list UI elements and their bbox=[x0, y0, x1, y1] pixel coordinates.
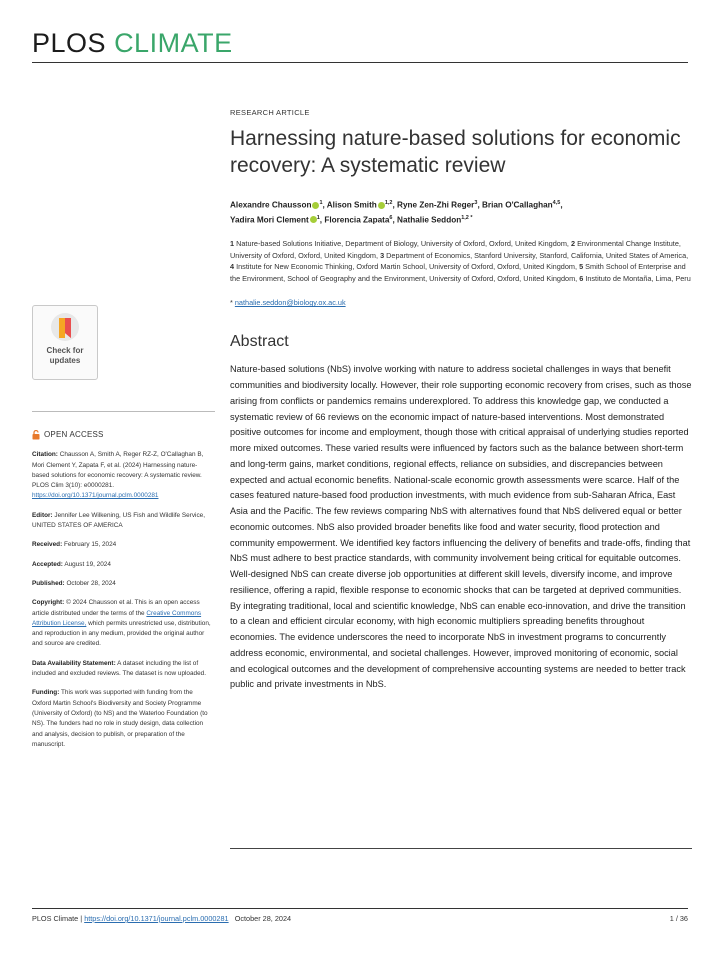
article-info bbox=[32, 430, 212, 759]
affil-number: 3 bbox=[380, 250, 385, 260]
funding-label: Funding: bbox=[32, 689, 60, 697]
affil-number: 6 bbox=[579, 273, 584, 283]
copyright bbox=[32, 598, 212, 649]
editor bbox=[32, 511, 212, 532]
author-list: Alexandre Chausson $^1$, Alison Smith $^{1,2}$, Ryne Zen-Zhi Reger$^3$, Brian O'Callaghan$^{4,5}$, Yadira Mori Clement $^1$, Florencia Zapata$^6$, Nathalie Seddon$^{1,2 *}$ bbox=[230, 200, 563, 225]
author-name[interactable]: Florencia Zapata bbox=[324, 215, 390, 225]
header-divider bbox=[32, 62, 688, 63]
affil-text: Smith School of Enterprise and the Environment, School of Geography and the Environment, University of Oxford, Oxford, United Kingdom, bbox=[230, 262, 686, 283]
abstract-body: Nature-based solutions (NbS) involve working with nature to address societal challenges in ways that benefit communities and biodiversity locally. However, their role supporting economic recovery from crises, such as those arising from conflicts or pandemics remains underexplored. To address this knowledge gap, we conducted a systematic review of 66 reviews on the economic impact of nature-based interventions. Most demonstrated positive outcomes for income and employment, though those with critical appraisal of underlying studies reported more mixed outcomes. These varied results were influenced by factors such as the balance between short-term and long-term gains, market conditions, regional effects, reliance on subsidies, and discrepancies between expected and actual economic benefits. National-scale economic growth assessments were scarce. Half of the cases featured nature-based food production investments, with much evidence from sub-Saharan Africa, East Asia and the Pacific. The few reviews comparing NbS with alternatives found that NbS delivered equal or better economic outcomes. NbS also provided broader benefits like food and water security, flood protection and community empowerment. We identified key factors influencing the delivery of benefits and trade-offs, finding that NbS must adhere to best practice standards, with community involvement being critical for equitable outcomes. Well-designed NbS can create diverse job opportunities at different skill levels, diversify income, and improve resilience, offering a rapid, flexible response to economic shocks that can be targeted at deprived communities. By integrating traditional, local and scientific knowledge, NbS can enable eco-innovation, and drive the transition to a clean and efficient circular economy, with high economic multipliers spreading benefits throughout economies. The evidence underscores the need to incorporate NbS in investment programs to concurrently address economic, environmental, and societal challenges. However, improved monitoring of economic, social and ecological outcomes and the development of comprehensive accounting systems are needed to better track public and private investments in NbS. bbox=[230, 364, 692, 690]
orcid-icon[interactable] bbox=[310, 216, 317, 223]
received-date bbox=[32, 540, 212, 550]
copyright-text-2: which permits unrestricted use, distribution, and reproduction in any medium, provided the original author and source are credited. bbox=[32, 619, 211, 648]
bookmark-icon bbox=[50, 312, 80, 344]
open-access-text: OPEN ACCESS bbox=[44, 430, 104, 439]
citation-doi-link[interactable]: https://doi.org/10.1371/journal.pclm.0000281 bbox=[32, 492, 159, 500]
abstract-divider bbox=[230, 848, 692, 849]
data-availability bbox=[32, 659, 212, 680]
abstract-heading: Abstract bbox=[230, 333, 289, 351]
sidebar bbox=[32, 305, 215, 380]
affil-text: Institute for New Economic Thinking, Oxford Martin School, University of Oxford, Oxford, United Kingdom, bbox=[236, 262, 578, 272]
author-name[interactable]: Alison Smith bbox=[326, 200, 377, 210]
affil-text: Instituto de Montaña, Lima, Peru bbox=[585, 273, 691, 283]
published-date bbox=[32, 579, 212, 589]
author-name[interactable]: Yadira Mori Clement bbox=[230, 215, 309, 225]
affil-number: 4 bbox=[230, 262, 235, 272]
open-lock-icon bbox=[32, 430, 40, 440]
page-number: 1 / 36 bbox=[669, 914, 688, 923]
author-name[interactable]: Ryne Zen-Zhi Reger bbox=[397, 200, 475, 210]
license-link[interactable]: Creative Commons Attribution License, bbox=[32, 609, 202, 627]
sidebar-divider bbox=[32, 411, 215, 412]
author-name[interactable]: Nathalie Seddon bbox=[397, 215, 462, 225]
author-affil: 1 bbox=[316, 214, 320, 221]
page-footer bbox=[32, 914, 688, 923]
citation-label: Citation: bbox=[32, 451, 58, 459]
affil-text: Environmental Change Institute, University of Oxford, Oxford, United Kingdom, bbox=[230, 239, 681, 260]
affil-number: 5 bbox=[579, 262, 584, 272]
affil-number: 2 bbox=[570, 239, 576, 249]
received-label: Received: bbox=[32, 541, 63, 549]
orcid-icon[interactable] bbox=[378, 202, 385, 209]
received-text: February 15, 2024 bbox=[63, 541, 117, 549]
funding-text: This work was supported with funding from the Oxford Martin School's Biodiversity and Society Programme (University of Oxford) (to NS) and the Waterloo Foundation (to NS). The funders had no role in study design, data collection and analysis, decision to publish, or preparation of the manuscript. bbox=[32, 689, 208, 748]
check-updates-label: Check for bbox=[46, 346, 84, 355]
author-affil: 4,5 bbox=[552, 200, 561, 206]
funding bbox=[32, 688, 212, 750]
email-link[interactable]: nathalie.seddon@biology.ox.ac.uk bbox=[234, 298, 346, 308]
author-affil: 1 bbox=[319, 200, 323, 206]
article-type: RESEARCH ARTICLE bbox=[230, 108, 310, 117]
article-title: Harnessing nature-based solutions for economic recovery: A systematic review bbox=[230, 127, 681, 177]
footer-date: October 28, 2024 bbox=[234, 914, 292, 923]
footer-divider bbox=[32, 908, 688, 909]
accepted-label: Accepted: bbox=[32, 560, 63, 568]
data-availability-text: A dataset including the list of included and excluded reviews. The dataset is now uploaded. bbox=[32, 659, 206, 678]
editor-text: Jennifer Lee Wilkening, US Fish and Wildlife Service, UNITED STATES OF AMERICA bbox=[32, 511, 205, 530]
corresponding-email bbox=[230, 298, 692, 307]
author-affil: 1,2 bbox=[384, 200, 393, 206]
citation bbox=[32, 450, 212, 501]
check-updates-label-2: updates bbox=[49, 355, 81, 365]
citation-text: Chausson A, Smith A, Reger RZ-Z, O'Callaghan B, Mori Clement Y, Zapata F, et al. (2024) Harnessing nature-based solutions for economic recovery: A systematic review. PLOS Clim 3(10): e0000281. bbox=[32, 451, 204, 490]
corresponding-star: * bbox=[230, 298, 233, 308]
accepted-text: August 19, 2024 bbox=[64, 560, 111, 568]
footer-doi-link[interactable]: https://doi.org/10.1371/journal.pclm.0000281 bbox=[84, 914, 229, 923]
affil-number: 1 bbox=[230, 239, 235, 249]
published-label: Published: bbox=[32, 579, 65, 587]
author-affil: 6 bbox=[389, 214, 393, 221]
accepted-date bbox=[32, 560, 212, 570]
footer-journal: PLOS Climate | bbox=[32, 914, 83, 923]
affiliations bbox=[230, 238, 692, 284]
author-affil: 3 bbox=[474, 200, 478, 206]
data-availability-label: Data Availability Statement: bbox=[32, 659, 116, 667]
author-name[interactable]: Alexandre Chausson bbox=[230, 200, 312, 210]
editor-label: Editor: bbox=[32, 511, 53, 519]
copyright-label: Copyright: bbox=[32, 599, 65, 607]
journal-name-plos: PLOS bbox=[32, 28, 107, 58]
journal-name-climate: CLIMATE bbox=[114, 28, 233, 58]
open-access-label bbox=[32, 430, 212, 440]
check-for-updates-badge[interactable] bbox=[32, 305, 98, 380]
copyright-text: © 2024 Chausson et al. This is an open access article distributed under the terms of the bbox=[32, 599, 200, 617]
affil-text: Nature-based Solutions Initiative, Department of Biology, University of Oxford, Oxford, United Kingdom, bbox=[236, 239, 569, 249]
author-name[interactable]: Brian O'Callaghan bbox=[482, 200, 553, 210]
published-text: October 28, 2024 bbox=[66, 579, 116, 587]
author-affil: 1,2 * bbox=[461, 214, 473, 221]
article-main bbox=[230, 108, 692, 693]
affil-text: Department of Economics, Stanford University, Stanford, California, United States of America, bbox=[386, 250, 689, 260]
journal-logo bbox=[32, 28, 233, 59]
